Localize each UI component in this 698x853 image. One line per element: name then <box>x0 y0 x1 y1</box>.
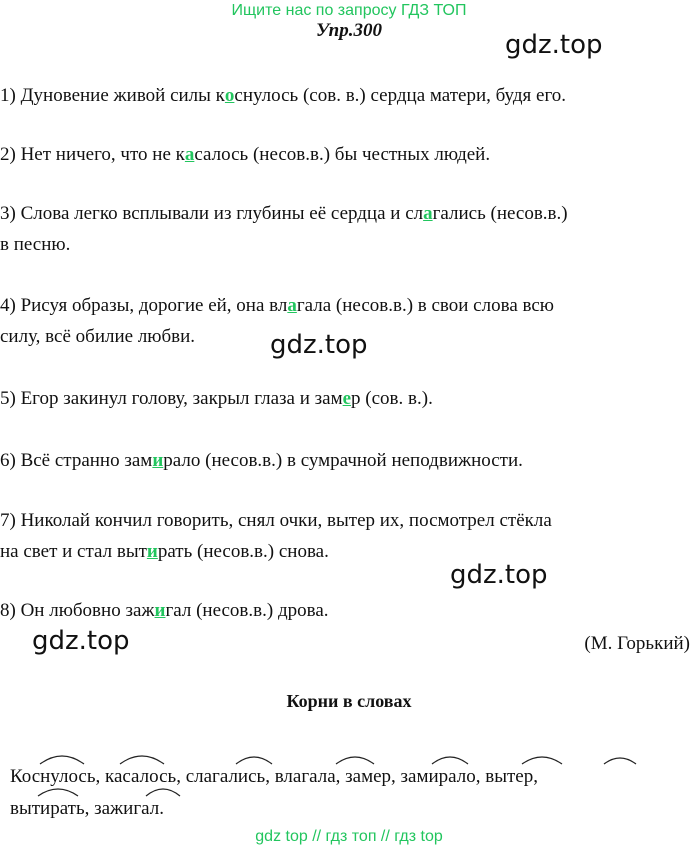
sentence-4-line-1: 4) Рисуя образы, дорогие ей, она влагала (несов.в.) в свои слова всю <box>0 295 554 316</box>
author-attribution: (М. Горький) <box>584 633 690 654</box>
root-arc <box>146 789 180 796</box>
highlight-vowel: и <box>146 541 158 562</box>
sentence-6-line-1: 6) Всё странно замирало (несов.в.) в сумрачной неподвижности. <box>0 450 523 471</box>
watermark: gdz.top <box>505 30 603 60</box>
top-search-note: Ищите нас по запросу ГДЗ ТОП <box>231 2 467 19</box>
watermark: gdz.top <box>450 560 548 590</box>
root-arc <box>120 756 164 764</box>
highlight-vowel: а <box>423 203 433 224</box>
watermark: gdz.top <box>270 330 368 360</box>
root-arc <box>604 758 636 764</box>
roots-line-2: вытирать, зажигал. <box>10 798 164 819</box>
watermark: gdz.top <box>32 626 130 656</box>
root-arc <box>236 757 272 764</box>
sentence-8-line-1: 8) Он любовно зажигал (несов.в.) дрова. <box>0 600 329 621</box>
highlight-vowel: о <box>224 85 235 106</box>
root-arc <box>336 757 374 764</box>
sentence-4-line-2: силу, всё обилие любви. <box>0 326 196 347</box>
roots-line-1: Коснулось, касалось, слагались, влагала, замер, замирало, вытер, <box>10 766 538 787</box>
highlight-vowel: и <box>152 450 164 471</box>
sentence-3-line-1: 3) Слова легко всплывали из глубины её сердца и слагались (несов.в.) <box>0 203 568 224</box>
sentence-3-line-2: в песню. <box>0 234 71 255</box>
highlight-vowel: и <box>154 600 166 621</box>
highlight-vowel: а <box>184 144 195 165</box>
sentence-1-line-1: 1) Дуновение живой силы коснулось (сов. в.) сердца матери, будя его. <box>0 85 567 106</box>
highlight-vowel: е <box>342 388 352 409</box>
root-arc <box>38 789 78 796</box>
sentence-7-line-2: на свет и стал вытирать (несов.в.) снова. <box>0 541 329 562</box>
root-arc <box>40 756 84 764</box>
highlight-vowel: а <box>287 295 297 316</box>
root-arc <box>522 757 562 764</box>
sentence-7-line-1: 7) Николай кончил говорить, снял очки, вытер их, посмотрел стёкла <box>0 510 552 531</box>
sentence-5-line-1: 5) Егор закинул голову, закрыл глаза и замер (сов. в.). <box>0 388 433 409</box>
exercise-title: Упр.300 <box>315 20 382 41</box>
root-arc <box>432 757 468 764</box>
sentence-2-line-1: 2) Нет ничего, что не касалось (несов.в.) бы честных людей. <box>0 144 491 165</box>
footer-note: gdz top // гдз топ // гдз top <box>255 828 443 845</box>
roots-section-title: Корни в словах <box>286 691 412 711</box>
